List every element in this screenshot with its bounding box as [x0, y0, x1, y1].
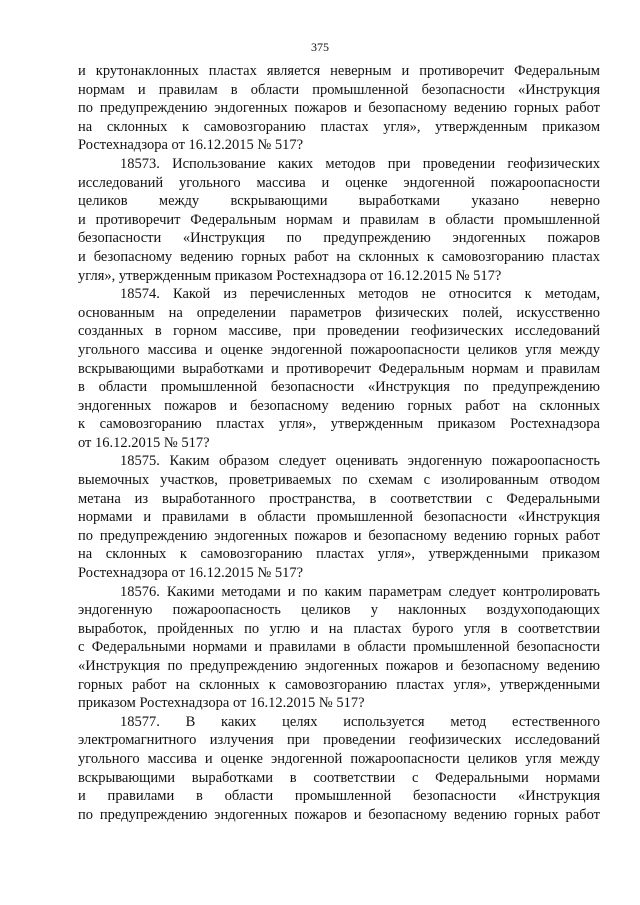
text-line: и правилами в области промышленной безопасности «Инструкция	[78, 788, 600, 805]
text-line: на склонных к самовозгоранию пластах угля», утвержденным приказом	[78, 118, 600, 135]
text-line: 18576. Какими методами и по каким параметрам следует контролировать	[120, 583, 600, 600]
text-line: целиков между вскрывающими выработками указано неверно	[78, 193, 600, 210]
text-line: к самовозгоранию пластах угля», утвержденным приказом Ростехнадзора	[78, 416, 600, 433]
paragraph-q-18577	[78, 713, 600, 825]
text-line: Ростехнадзора от 16.12.2015 № 517?	[78, 565, 304, 582]
page-number: 375	[311, 40, 329, 54]
text-line: и противоречит Федеральным нормам и правилам в области промышленной	[78, 211, 600, 228]
text-line: по предупреждению эндогенных пожаров и безопасному ведению горных работ	[78, 100, 600, 117]
text-line: безопасности «Инструкция по предупреждению эндогенных пожаров	[78, 230, 600, 247]
text-line: от 16.12.2015 № 517?	[78, 434, 210, 451]
text-line: приказом Ростехнадзора от 16.12.2015 № 517?	[78, 695, 365, 712]
text-line: на склонных к самовозгоранию пластах угля», утвержденными приказом	[78, 546, 600, 563]
text-line: и безопасному ведению горных работ на склонных к самовозгоранию пластах	[78, 248, 600, 265]
text-line: исследований угольного массива и оценке эндогенной пожароопасности	[78, 174, 600, 191]
text-line: по предупреждению эндогенных пожаров и безопасному ведению горных работ	[78, 527, 600, 544]
text-line: эндогенную пожароопасность целиков у наклонных воздухоподающих	[78, 602, 600, 619]
text-line: эндогенных пожаров и безопасному ведению горных работ на склонных	[78, 397, 600, 414]
paragraph-q-18576	[78, 583, 600, 713]
text-line: 18577. В каких целях используется метод естественного	[120, 713, 600, 730]
paragraph-q-18575	[78, 452, 600, 582]
text-line: вскрывающими выработками в соответствии с Федеральными нормами	[78, 769, 600, 786]
text-line: Ростехнадзора от 16.12.2015 № 517?	[78, 137, 304, 154]
text-line: выемочных участков, проветриваемых по схемам с изолированным отводом	[78, 472, 600, 489]
text-line: 18575. Каким образом следует оценивать эндогенную пожароопасность	[120, 453, 600, 470]
text-line: созданных в горном массиве, при проведении геофизических исследований	[78, 323, 600, 340]
paragraph-q-18574	[78, 285, 600, 452]
text-line: нормам и правилам в области промышленной безопасности «Инструкция	[78, 81, 600, 98]
text-line: электромагнитного излучения при проведении геофизических исследований	[78, 732, 600, 749]
paragraph-q-18573	[78, 155, 600, 285]
text-line: угольного массива и оценке эндогенной пожароопасности целиков угля между	[78, 341, 600, 358]
text-line: основанным на определении параметров физических полей, искусственно	[78, 304, 600, 321]
text-line: угольного массива и оценке эндогенной пожароопасности целиков угля между	[78, 750, 600, 767]
text-line: горных работ на склонных к самовозгоранию пластах угля», утвержденными	[78, 676, 600, 693]
text-line: нормами и правилами в области промышленной безопасности «Инструкция	[78, 509, 600, 526]
text-line: в области промышленной безопасности «Инструкция по предупреждению	[78, 379, 600, 396]
paragraph-p-continued	[78, 62, 600, 155]
text-line: 18573. Использование каких методов при проведении геофизических	[120, 155, 600, 172]
text-line: «Инструкция по предупреждению эндогенных пожаров и безопасному ведению	[78, 658, 600, 674]
text-line: метана из выработанного пространства, в соответствии с Федеральными	[78, 490, 600, 507]
text-line: 18574. Какой из перечисленных методов не относится к методам,	[120, 286, 600, 303]
text-line: с Федеральными нормами и правилами в области промышленной безопасности	[78, 639, 600, 656]
text-line: и крутонаклонных пластах является неверным и противоречит Федеральным	[78, 63, 600, 79]
text-line: вскрывающими выработками и противоречит Федеральным нормам и правилам	[78, 360, 600, 377]
document-body	[78, 62, 600, 824]
text-line: по предупреждению эндогенных пожаров и безопасному ведению горных работ	[78, 806, 600, 823]
text-line: угля», утвержденным приказом Ростехнадзора от 16.12.2015 № 517?	[78, 267, 502, 284]
text-line: выработок, пройденных по углю и на пластах бурого угля в соответствии	[78, 620, 600, 637]
